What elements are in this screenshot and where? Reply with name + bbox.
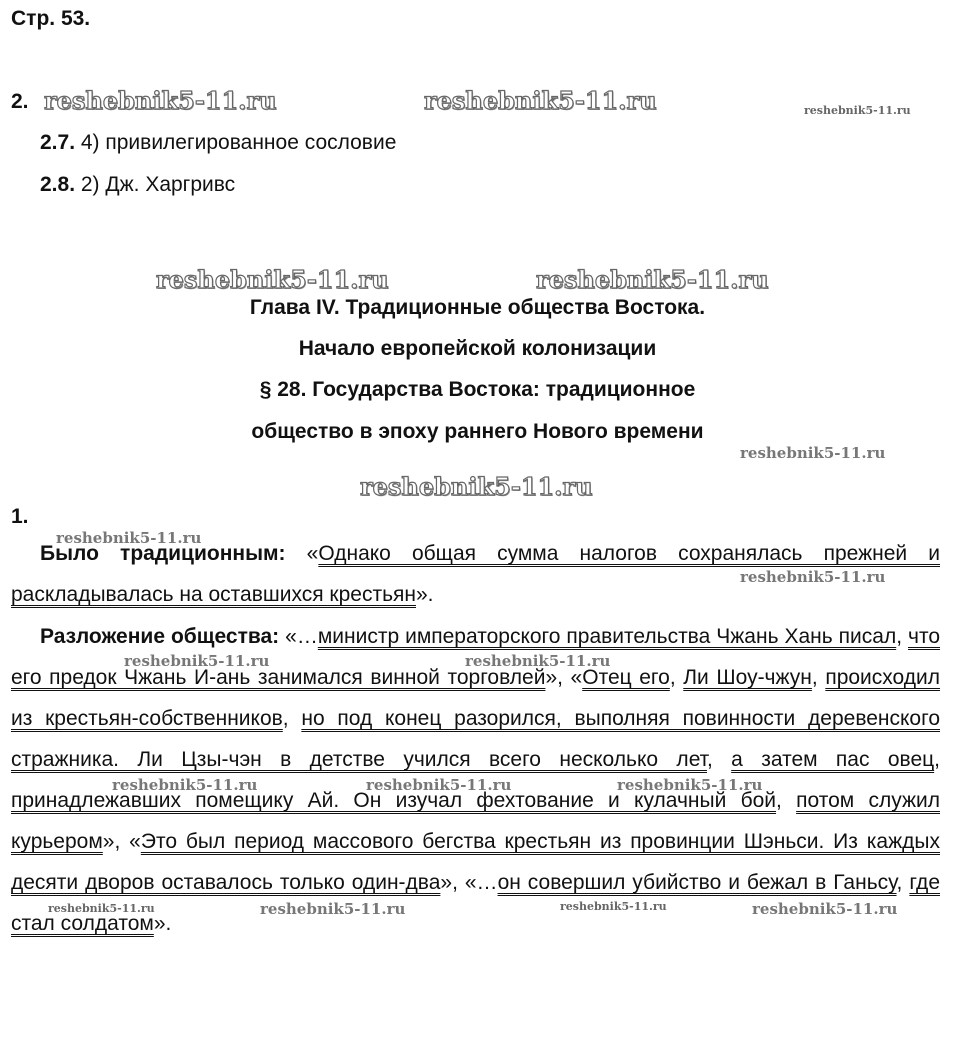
watermark: reshebnik5-11.ru [536, 265, 769, 294]
answer-2-7-text: 4) привилегированное сословие [80, 131, 397, 154]
separator: ». [153, 912, 172, 935]
watermark: reshebnik5-11.ru [112, 776, 258, 794]
quote-close: ». [416, 583, 434, 606]
quote-6: но под конец разорился, выполняя повинности деревенского стражника. Ли Цзы-чэн в детстве учился всего несколько лет [11, 707, 940, 771]
separator: , [669, 666, 684, 689]
answer-2-7 [40, 131, 396, 155]
paragraph-traditional [11, 533, 940, 615]
watermark: reshebnik5-11.ru [424, 86, 657, 115]
separator: , [706, 748, 732, 771]
section-title-line-2: общество в эпоху раннего Нового времени [251, 420, 704, 443]
separator: , [896, 625, 909, 648]
quote-9: потом служил курьером [11, 789, 940, 853]
watermark: reshebnik5-11.ru [48, 902, 155, 915]
separator: », «… [440, 871, 498, 894]
watermark: reshebnik5-11.ru [465, 652, 611, 670]
watermark: reshebnik5-11.ru [260, 900, 406, 918]
paragraph-decomposition [11, 616, 940, 944]
separator: , [934, 748, 940, 771]
watermark: reshebnik5-11.ru [156, 265, 389, 294]
answer-2-8 [40, 173, 235, 197]
task-number-1: 1. [11, 505, 29, 528]
label-traditional: Было традиционным: [40, 542, 286, 565]
quote-open: « [285, 542, 319, 565]
watermark: reshebnik5-11.ru [617, 776, 763, 794]
separator: », « [102, 830, 141, 853]
chapter-title-line-2: Начало европейской колонизации [298, 337, 657, 360]
watermark: reshebnik5-11.ru [740, 568, 886, 586]
answer-2-7-number: 2.7. [40, 131, 76, 154]
quote-traditional: Однако общая сумма налогов сохранялась прежней и раскладывалась на оставшихся крестьян [11, 542, 940, 606]
answer-2-8-number: 2.8. [40, 173, 76, 196]
quote-3: Отец его [582, 666, 670, 689]
quote-8: принадлежавших помещику Ай. Он изучал фехтование и кулачный бой [11, 789, 777, 812]
section-title-line-1: § 28. Государства Востока: традиционное [259, 378, 696, 401]
answer-2-8-text: 2) Дж. Харгривс [80, 173, 236, 196]
watermark: reshebnik5-11.ru [124, 652, 270, 670]
chapter-title-line-1: Глава IV. Традиционные общества Востока. [249, 296, 706, 319]
quote-7: а затем пас овец [731, 748, 935, 771]
separator: «… [279, 625, 318, 648]
watermark: reshebnik5-11.ru [44, 86, 277, 115]
separator: », « [545, 666, 583, 689]
watermark: reshebnik5-11.ru [366, 776, 512, 794]
quote-2: что его предок Чжань И-ань занимался винной торговлей [11, 625, 941, 689]
watermark: reshebnik5-11.ru [56, 529, 202, 547]
watermark: reshebnik5-11.ru [752, 900, 898, 918]
watermark: reshebnik5-11.ru [740, 444, 886, 462]
task-number-2: 2. [11, 90, 29, 113]
separator: , [896, 871, 910, 894]
quote-1: министр императорского правительства Чжань Хань писал [317, 625, 897, 648]
separator: , [811, 666, 826, 689]
quote-12: где стал солдатом [11, 871, 940, 935]
watermark: reshebnik5-11.ru [360, 472, 593, 501]
quote-10: Это был период массового бегства крестьян из провинции Шэньси. Из каждых десяти дворов оставалось только один-два [11, 830, 940, 894]
watermark: reshebnik5-11.ru [560, 900, 667, 913]
separator: , [282, 707, 302, 730]
quote-5: происходил из крестьян-собственников [11, 666, 941, 730]
quote-11: он совершил убийство и бежал в Ганьсу [497, 871, 897, 894]
page-number: Стр. 53. [11, 7, 91, 30]
separator: , [776, 789, 797, 812]
quote-4: Ли Шоу-чжун [683, 666, 812, 689]
label-decomposition: Разложение общества: [40, 625, 280, 648]
watermark: reshebnik5-11.ru [804, 104, 911, 117]
